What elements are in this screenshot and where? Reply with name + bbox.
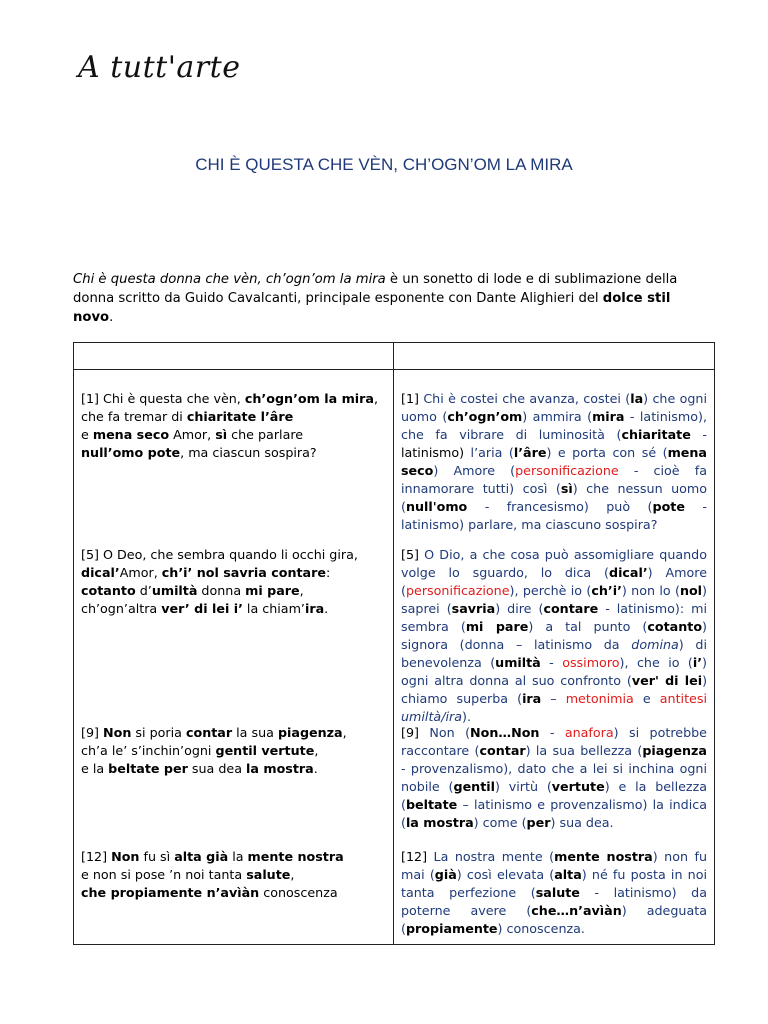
verse-segment: ch’i’ nol savria contare [161,565,326,580]
paraphrase-segment: l’âre [513,445,547,460]
verse-line [81,866,385,884]
original-verse-block [81,546,385,724]
verse-segment: umiltà [151,583,198,598]
paraphrase-segment: O Dio, a che cosa può assomigliare quando volge lo sguardo, lo dica ( [401,547,707,580]
poem-table [73,342,715,945]
verse-segment: , [342,725,347,740]
paraphrase-segment: l’aria ( [470,445,514,460]
verse-line [81,724,385,742]
paraphrase-segment: - [690,427,707,442]
table-header-cell [74,343,394,370]
verse-segment: Amor, [169,427,216,442]
original-verse-block [81,848,385,944]
paraphrase-segment: ch’ogn’om [447,409,523,424]
paraphrase-segment: latinismo) [401,445,471,460]
paraphrase-segment: ) sua dea. [550,815,614,830]
verse-segment: d’ [135,583,152,598]
verse-segment: mente nostra [247,849,344,864]
paraphrase-segment: ossimoro [562,655,620,670]
paraphrase-segment: ) così elevata ( [456,867,555,882]
paraphrase-segment: metonimia [565,691,634,706]
paraphrase-segment: ) conoscenza. [497,921,585,936]
paraphrase-segment: ) ammira ( [522,409,593,424]
paraphrase-segment: vertute [551,779,605,794]
paraphrase-segment: ) e porta con sé ( [546,445,668,460]
paraphrase-segment: - latinismo), che fa vibrare di luminosità ( [401,409,707,442]
verse-segment: e [81,427,93,442]
verse-segment: , [299,583,304,598]
paraphrase-segment: - francesismo) può ( [467,499,653,514]
verse-segment: , [314,743,319,758]
verse-segment: sì [215,427,228,442]
verse-segment: ira [304,601,325,616]
paraphrase-segment: gentil [453,779,495,794]
verse-segment: ch’ogn’altra [81,601,162,616]
verse-segment: [1] Chi è questa che vèn, [81,391,245,406]
verse-segment: chiaritate l’âre [186,409,294,424]
paraphrase-segment: domina [631,637,679,652]
verse-segment: e la [81,761,109,776]
verse-segment: e non si pose ’n noi tanta [81,867,247,882]
original-verse-block [81,390,385,546]
paraphrase-segment: ) che nessun uomo ( [401,481,707,514]
verse-segment: beltate per [108,761,188,776]
paraphrase-segment: ) Amore ( [433,463,516,478]
original-verse-block [81,724,385,848]
paraphrase-segment: La nostra mente ( [427,849,555,864]
paraphrase-segment: [9] [401,725,419,740]
original-text-cell [74,370,394,945]
paraphrase-segment: la mostra [405,815,474,830]
verse-line [81,884,385,902]
paraphrase-block [401,546,707,724]
verse-segment: donna [197,583,246,598]
verse-segment: fu sì [139,849,175,864]
table-header-cell [394,343,715,370]
verse-segment: ver’ di lei i’ [161,601,243,616]
paraphrase-segment: [1] [401,391,419,406]
paraphrase-segment: ) virtù ( [494,779,552,794]
verse-segment: , [373,391,379,406]
paraphrase-segment: contare [543,601,599,616]
verse-segment: gentil vertute [215,743,315,758]
intro-text: è un sonetto di lode e di sublimazione della donna scritto da Guido Cavalcanti, principale esponente con Dante Alighieri del [73,272,678,306]
verse-line [81,760,385,778]
paraphrase-segment: ), perchè io ( [509,583,592,598]
verse-segment: ch’a le’ s’inchin’ogni [81,743,216,758]
paraphrase-segment: che…n’avìàn [531,903,622,918]
paraphrase-segment: ) signora (donna – latinismo da [401,619,707,652]
verse-segment: Non [103,725,132,740]
paraphrase-segment: [12] [401,849,428,864]
paraphrase-segment: i’ [692,655,703,670]
paraphrase-segment: anafora [564,725,614,740]
paraphrase-segment: ) non fu mai ( [401,849,707,882]
paraphrase-segment: - cioè fa innamorare tutti) così ( [401,463,707,496]
verse-line [81,546,385,564]
verse-segment: ch’ogn’om la mira [244,391,374,406]
paraphrase-segment: personificazione [515,463,619,478]
verse-segment: cotanto [81,583,136,598]
paraphrase-segment: antitesi [659,691,707,706]
paraphrase-segment: ), che io ( [619,655,693,670]
paraphrase-segment: mena seco [401,445,707,478]
paraphrase-segment: ) né fu posta in noi tanta perfezione ( [401,867,707,900]
paraphrase-segment: Chi è costei che avanza, costei ( [418,391,631,406]
verse-line [81,444,385,462]
verse-segment: la sua [232,725,278,740]
paraphrase-segment: dical’ [608,565,648,580]
paraphrase-segment: null'omo [405,499,468,514]
paraphrase-segment: - latinismo): mi sembra ( [401,601,707,634]
verse-line [81,408,385,426]
verse-segment: , ma ciascun sospira? [180,445,317,460]
verse-line [81,390,385,408]
paraphrase-segment: - latinismo) parlare, ma ciascuno sospira? [401,499,707,532]
paraphrase-segment: mi pare [465,619,529,634]
table-body-row [74,370,715,945]
verse-segment: : [325,565,331,580]
paraphrase-segment: ) si potrebbe raccontare ( [401,725,707,758]
paraphrase-segment: beltate [405,797,458,812]
paraphrase-segment: - [540,655,563,670]
verse-segment: piagenza [277,725,343,740]
verse-segment: mi pare [245,583,300,598]
verse-segment: che propiamente n’avìàn [81,885,260,900]
paraphrase-segment: piagenza [642,743,707,758]
paraphrase-segment: - [539,725,565,740]
paraphrase-segment: ira [522,691,542,706]
verse-line [81,582,385,600]
verse-segment: [5] O Deo, che sembra quando li occhi gira, [81,547,358,562]
paraphrase-segment: ) la sua bellezza ( [525,743,643,758]
paraphrase-segment: savria [451,601,496,616]
verse-line [81,564,385,582]
paraphrase-segment: – [541,691,566,706]
intro-paragraph [73,270,713,327]
verse-segment: dical’ [81,565,120,580]
paraphrase-segment: sì [560,481,573,496]
verse-line [81,742,385,760]
paraphrase-segment: personificazione [405,583,510,598]
paraphrase-segment: cotanto [647,619,703,634]
paraphrase-segment: ) dire ( [495,601,544,616]
verse-segment: conoscenza [259,885,338,900]
verse-segment: che parlare [227,427,304,442]
paraphrase-segment: nol [679,583,703,598]
paraphrase-segment: ) adeguata ( [401,903,707,936]
paraphrase-segment: per [526,815,551,830]
paraphrase-segment: ) che ogni uomo ( [401,391,707,424]
paraphrase-segment: contar [479,743,526,758]
verse-segment: contar [185,725,233,740]
verse-segment: . [324,601,329,616]
paraphrase-segment: - latinismo) da poterne avere ( [401,885,707,918]
paraphrase-cell [394,370,715,945]
paraphrase-segment: ) non lo ( [621,583,680,598]
intro-end: . [109,310,114,325]
paraphrase-segment: alta [554,867,582,882]
intro-bold: dolce stil novo [73,291,671,325]
verse-segment: la [228,849,248,864]
page-title: CHI È QUESTA CHE VÈN, CH’OGN’OM LA MIRA [195,155,573,174]
paraphrase-segment: ) saprei ( [401,583,707,616]
paraphrase-segment: la [630,391,644,406]
paraphrase-segment: ) chiamo superba ( [401,673,708,706]
verse-segment: . [313,761,318,776]
verse-segment: salute [246,867,291,882]
site-logo: A tutt'arte [78,50,241,85]
paraphrase-segment: Non ( [418,725,471,740]
paraphrase-segment: umiltà/ira [401,709,462,724]
verse-segment: null’omo pote [81,445,181,460]
paraphrase-segment: ch’i’ [591,583,622,598]
paraphrase-segment: ). [462,709,471,724]
table-header-row [74,343,715,370]
verse-segment: Amor, [119,565,162,580]
paraphrase-segment: chiaritate [621,427,691,442]
verse-line [81,600,385,618]
verse-segment: [9] [81,725,104,740]
paraphrase-segment: salute [535,885,580,900]
verse-segment: Non [111,849,140,864]
paraphrase-segment: - provenzalismo), dato che a lei si inchina ogni nobile ( [401,761,707,794]
paraphrase-segment: umiltà [495,655,541,670]
verse-line [81,426,385,444]
paraphrase-segment: mira [592,409,625,424]
paraphrase-segment: – latinismo e provenzalismo) la indica ( [401,797,707,830]
paraphrase-segment: già [434,867,457,882]
paraphrase-segment: propiamente [405,921,498,936]
paraphrase-segment: ) a tal punto ( [528,619,648,634]
verse-segment: mena seco [92,427,170,442]
verse-segment: che fa tremar di [81,409,187,424]
verse-segment: sua dea [187,761,247,776]
verse-segment: , [290,867,295,882]
verse-segment: si poria [131,725,186,740]
paraphrase-segment: [5] [401,547,419,562]
paraphrase-segment: ) di benevolenza ( [401,637,708,670]
paraphrase-segment: ver' di lei [631,673,703,688]
paraphrase-segment: e [633,691,660,706]
paraphrase-block [401,390,707,546]
paraphrase-segment: ) e la bellezza ( [401,779,708,812]
paraphrase-segment: mente nostra [554,849,653,864]
paraphrase-segment: ) Amore ( [401,565,707,598]
verse-segment: [12] [81,849,112,864]
paraphrase-segment: pote [652,499,685,514]
paraphrase-segment: Non…Non [470,725,540,740]
paraphrase-segment: ) come ( [473,815,527,830]
verse-line [81,848,385,866]
paraphrase-segment: ) ogni altra donna al suo confronto ( [401,655,707,688]
verse-segment: la mostra [246,761,314,776]
paraphrase-block [401,724,707,848]
verse-segment: alta già [174,849,229,864]
verse-segment: la chiam’ [242,601,305,616]
intro-poem-title: Chi è questa donna che vèn, ch’ogn’om la mira [73,272,386,287]
paraphrase-block [401,848,707,944]
